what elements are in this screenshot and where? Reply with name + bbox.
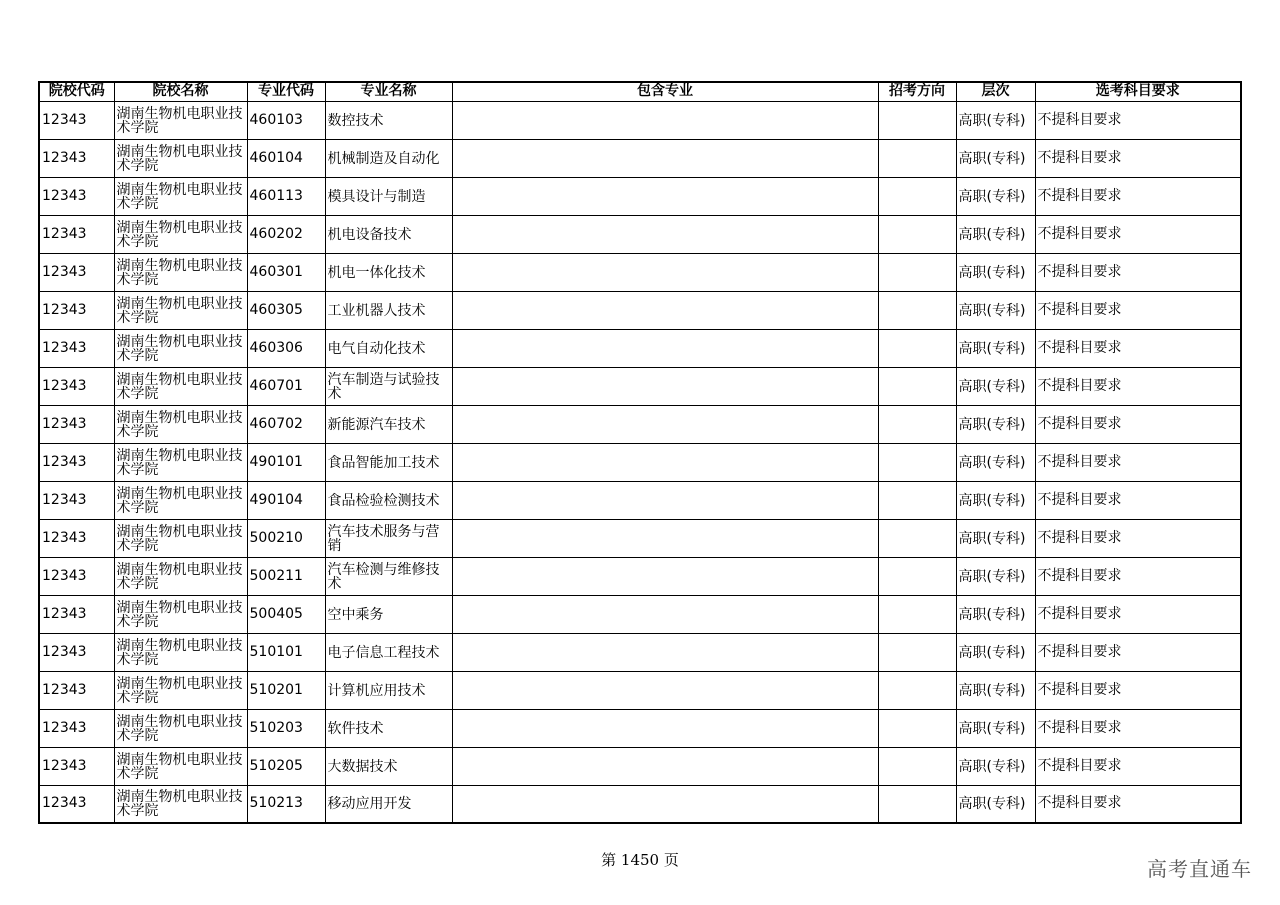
header-level: 层次: [956, 82, 1035, 101]
major-name-cell: 移动应用开发: [325, 785, 452, 823]
level-cell: 高职(专科): [956, 291, 1035, 329]
admission-direction-cell: [878, 139, 956, 177]
admission-direction-cell: [878, 481, 956, 519]
subject-requirement-cell: 不提科目要求: [1035, 747, 1241, 785]
major-name-cell: 食品检验检测技术: [325, 481, 452, 519]
table-row: [39, 215, 1241, 253]
included-majors-cell: [452, 329, 878, 367]
admission-direction-cell: [878, 253, 956, 291]
admission-direction-cell: [878, 785, 956, 823]
admission-direction-cell: [878, 291, 956, 329]
school-code-cell: 12343: [39, 709, 114, 747]
level-cell: 高职(专科): [956, 481, 1035, 519]
major-code-cell: 460305: [247, 291, 325, 329]
school-name-cell: 湖南生物机电职业技术学院: [114, 291, 247, 329]
subject-requirement-cell: 不提科目要求: [1035, 101, 1241, 139]
subject-requirement-cell: 不提科目要求: [1035, 709, 1241, 747]
level-cell: 高职(专科): [956, 139, 1035, 177]
school-code-cell: 12343: [39, 481, 114, 519]
enrollment-table: [38, 81, 1242, 824]
table-row: [39, 519, 1241, 557]
major-name-cell: 机电设备技术: [325, 215, 452, 253]
included-majors-cell: [452, 443, 878, 481]
school-code-cell: 12343: [39, 595, 114, 633]
table-row: [39, 443, 1241, 481]
table-row: [39, 557, 1241, 595]
included-majors-cell: [452, 253, 878, 291]
major-name-cell: 电气自动化技术: [325, 329, 452, 367]
school-code-cell: 12343: [39, 405, 114, 443]
included-majors-cell: [452, 595, 878, 633]
table-row: [39, 785, 1241, 823]
major-code-cell: 490101: [247, 443, 325, 481]
school-code-cell: 12343: [39, 747, 114, 785]
subject-requirement-cell: 不提科目要求: [1035, 481, 1241, 519]
subject-requirement-cell: 不提科目要求: [1035, 671, 1241, 709]
major-name-cell: 汽车检测与维修技术: [325, 557, 452, 595]
school-code-cell: 12343: [39, 785, 114, 823]
table-row: [39, 101, 1241, 139]
major-name-cell: 机电一体化技术: [325, 253, 452, 291]
school-name-cell: 湖南生物机电职业技术学院: [114, 709, 247, 747]
admission-direction-cell: [878, 215, 956, 253]
admission-direction-cell: [878, 595, 956, 633]
major-name-cell: 软件技术: [325, 709, 452, 747]
table-row: [39, 481, 1241, 519]
major-code-cell: 510201: [247, 671, 325, 709]
major-code-cell: 510101: [247, 633, 325, 671]
admission-direction-cell: [878, 329, 956, 367]
level-cell: 高职(专科): [956, 443, 1035, 481]
included-majors-cell: [452, 291, 878, 329]
school-name-cell: 湖南生物机电职业技术学院: [114, 785, 247, 823]
header-major-name: 专业名称: [325, 82, 452, 101]
school-name-cell: 湖南生物机电职业技术学院: [114, 481, 247, 519]
subject-requirement-cell: 不提科目要求: [1035, 785, 1241, 823]
admission-direction-cell: [878, 443, 956, 481]
header-included-majors: 包含专业: [452, 82, 878, 101]
table-row: [39, 177, 1241, 215]
school-code-cell: 12343: [39, 443, 114, 481]
included-majors-cell: [452, 747, 878, 785]
admission-direction-cell: [878, 671, 956, 709]
included-majors-cell: [452, 215, 878, 253]
table-row: [39, 633, 1241, 671]
table-header-row: [39, 82, 1241, 101]
school-name-cell: 湖南生物机电职业技术学院: [114, 747, 247, 785]
subject-requirement-cell: 不提科目要求: [1035, 367, 1241, 405]
major-code-cell: 460701: [247, 367, 325, 405]
header-school-code: 院校代码: [39, 82, 114, 101]
table-row: [39, 595, 1241, 633]
subject-requirement-cell: 不提科目要求: [1035, 329, 1241, 367]
major-name-cell: 大数据技术: [325, 747, 452, 785]
school-name-cell: 湖南生物机电职业技术学院: [114, 367, 247, 405]
major-name-cell: 电子信息工程技术: [325, 633, 452, 671]
level-cell: 高职(专科): [956, 215, 1035, 253]
included-majors-cell: [452, 633, 878, 671]
level-cell: 高职(专科): [956, 595, 1035, 633]
table-row: [39, 671, 1241, 709]
table-row: [39, 405, 1241, 443]
school-code-cell: 12343: [39, 671, 114, 709]
major-code-cell: 460702: [247, 405, 325, 443]
level-cell: 高职(专科): [956, 519, 1035, 557]
admission-direction-cell: [878, 747, 956, 785]
major-name-cell: 数控技术: [325, 101, 452, 139]
included-majors-cell: [452, 785, 878, 823]
table-body: [39, 101, 1241, 823]
school-name-cell: 湖南生物机电职业技术学院: [114, 557, 247, 595]
included-majors-cell: [452, 139, 878, 177]
included-majors-cell: [452, 177, 878, 215]
subject-requirement-cell: 不提科目要求: [1035, 633, 1241, 671]
major-code-cell: 460301: [247, 253, 325, 291]
school-code-cell: 12343: [39, 215, 114, 253]
subject-requirement-cell: 不提科目要求: [1035, 557, 1241, 595]
table-row: [39, 291, 1241, 329]
admission-direction-cell: [878, 177, 956, 215]
included-majors-cell: [452, 709, 878, 747]
included-majors-cell: [452, 101, 878, 139]
page-number: 第 1450 页: [601, 851, 679, 869]
admission-direction-cell: [878, 633, 956, 671]
major-code-cell: 510205: [247, 747, 325, 785]
header-admission-direction: 招考方向: [878, 82, 956, 101]
admission-direction-cell: [878, 557, 956, 595]
subject-requirement-cell: 不提科目要求: [1035, 215, 1241, 253]
school-name-cell: 湖南生物机电职业技术学院: [114, 519, 247, 557]
header-subject-requirement: 选考科目要求: [1035, 82, 1241, 101]
level-cell: 高职(专科): [956, 367, 1035, 405]
major-code-cell: 460113: [247, 177, 325, 215]
school-code-cell: 12343: [39, 519, 114, 557]
major-name-cell: 工业机器人技术: [325, 291, 452, 329]
level-cell: 高职(专科): [956, 405, 1035, 443]
included-majors-cell: [452, 557, 878, 595]
table-row: [39, 367, 1241, 405]
major-name-cell: 空中乘务: [325, 595, 452, 633]
admission-direction-cell: [878, 709, 956, 747]
table-row: [39, 709, 1241, 747]
major-code-cell: 500210: [247, 519, 325, 557]
school-name-cell: 湖南生物机电职业技术学院: [114, 633, 247, 671]
included-majors-cell: [452, 405, 878, 443]
subject-requirement-cell: 不提科目要求: [1035, 595, 1241, 633]
subject-requirement-cell: 不提科目要求: [1035, 405, 1241, 443]
table-row: [39, 329, 1241, 367]
major-name-cell: 机械制造及自动化: [325, 139, 452, 177]
school-name-cell: 湖南生物机电职业技术学院: [114, 177, 247, 215]
school-code-cell: 12343: [39, 139, 114, 177]
major-code-cell: 460104: [247, 139, 325, 177]
major-code-cell: 510203: [247, 709, 325, 747]
major-code-cell: 460202: [247, 215, 325, 253]
school-code-cell: 12343: [39, 557, 114, 595]
major-name-cell: 新能源汽车技术: [325, 405, 452, 443]
major-name-cell: 模具设计与制造: [325, 177, 452, 215]
school-name-cell: 湖南生物机电职业技术学院: [114, 253, 247, 291]
major-name-cell: 计算机应用技术: [325, 671, 452, 709]
admission-direction-cell: [878, 519, 956, 557]
level-cell: 高职(专科): [956, 747, 1035, 785]
school-code-cell: 12343: [39, 291, 114, 329]
major-code-cell: 460306: [247, 329, 325, 367]
included-majors-cell: [452, 671, 878, 709]
included-majors-cell: [452, 367, 878, 405]
major-name-cell: 汽车制造与试验技术: [325, 367, 452, 405]
header-major-code: 专业代码: [247, 82, 325, 101]
major-code-cell: 500405: [247, 595, 325, 633]
school-name-cell: 湖南生物机电职业技术学院: [114, 139, 247, 177]
level-cell: 高职(专科): [956, 253, 1035, 291]
school-code-cell: 12343: [39, 101, 114, 139]
table-row: [39, 139, 1241, 177]
major-code-cell: 500211: [247, 557, 325, 595]
level-cell: 高职(专科): [956, 177, 1035, 215]
school-name-cell: 湖南生物机电职业技术学院: [114, 671, 247, 709]
admission-direction-cell: [878, 367, 956, 405]
level-cell: 高职(专科): [956, 101, 1035, 139]
school-name-cell: 湖南生物机电职业技术学院: [114, 329, 247, 367]
admission-direction-cell: [878, 405, 956, 443]
school-name-cell: 湖南生物机电职业技术学院: [114, 595, 247, 633]
school-code-cell: 12343: [39, 367, 114, 405]
subject-requirement-cell: 不提科目要求: [1035, 291, 1241, 329]
school-code-cell: 12343: [39, 633, 114, 671]
subject-requirement-cell: 不提科目要求: [1035, 139, 1241, 177]
included-majors-cell: [452, 481, 878, 519]
major-code-cell: 510213: [247, 785, 325, 823]
subject-requirement-cell: 不提科目要求: [1035, 253, 1241, 291]
subject-requirement-cell: 不提科目要求: [1035, 519, 1241, 557]
school-name-cell: 湖南生物机电职业技术学院: [114, 101, 247, 139]
included-majors-cell: [452, 519, 878, 557]
level-cell: 高职(专科): [956, 329, 1035, 367]
subject-requirement-cell: 不提科目要求: [1035, 177, 1241, 215]
level-cell: 高职(专科): [956, 557, 1035, 595]
admission-direction-cell: [878, 101, 956, 139]
level-cell: 高职(专科): [956, 671, 1035, 709]
school-code-cell: 12343: [39, 253, 114, 291]
major-name-cell: 食品智能加工技术: [325, 443, 452, 481]
level-cell: 高职(专科): [956, 709, 1035, 747]
level-cell: 高职(专科): [956, 785, 1035, 823]
school-name-cell: 湖南生物机电职业技术学院: [114, 443, 247, 481]
school-name-cell: 湖南生物机电职业技术学院: [114, 405, 247, 443]
subject-requirement-cell: 不提科目要求: [1035, 443, 1241, 481]
header-school-name: 院校名称: [114, 82, 247, 101]
school-code-cell: 12343: [39, 177, 114, 215]
major-code-cell: 490104: [247, 481, 325, 519]
major-code-cell: 460103: [247, 101, 325, 139]
school-code-cell: 12343: [39, 329, 114, 367]
table-row: [39, 747, 1241, 785]
table-row: [39, 253, 1241, 291]
major-name-cell: 汽车技术服务与营销: [325, 519, 452, 557]
school-name-cell: 湖南生物机电职业技术学院: [114, 215, 247, 253]
level-cell: 高职(专科): [956, 633, 1035, 671]
watermark-logo: 高考直通车: [1147, 857, 1252, 881]
